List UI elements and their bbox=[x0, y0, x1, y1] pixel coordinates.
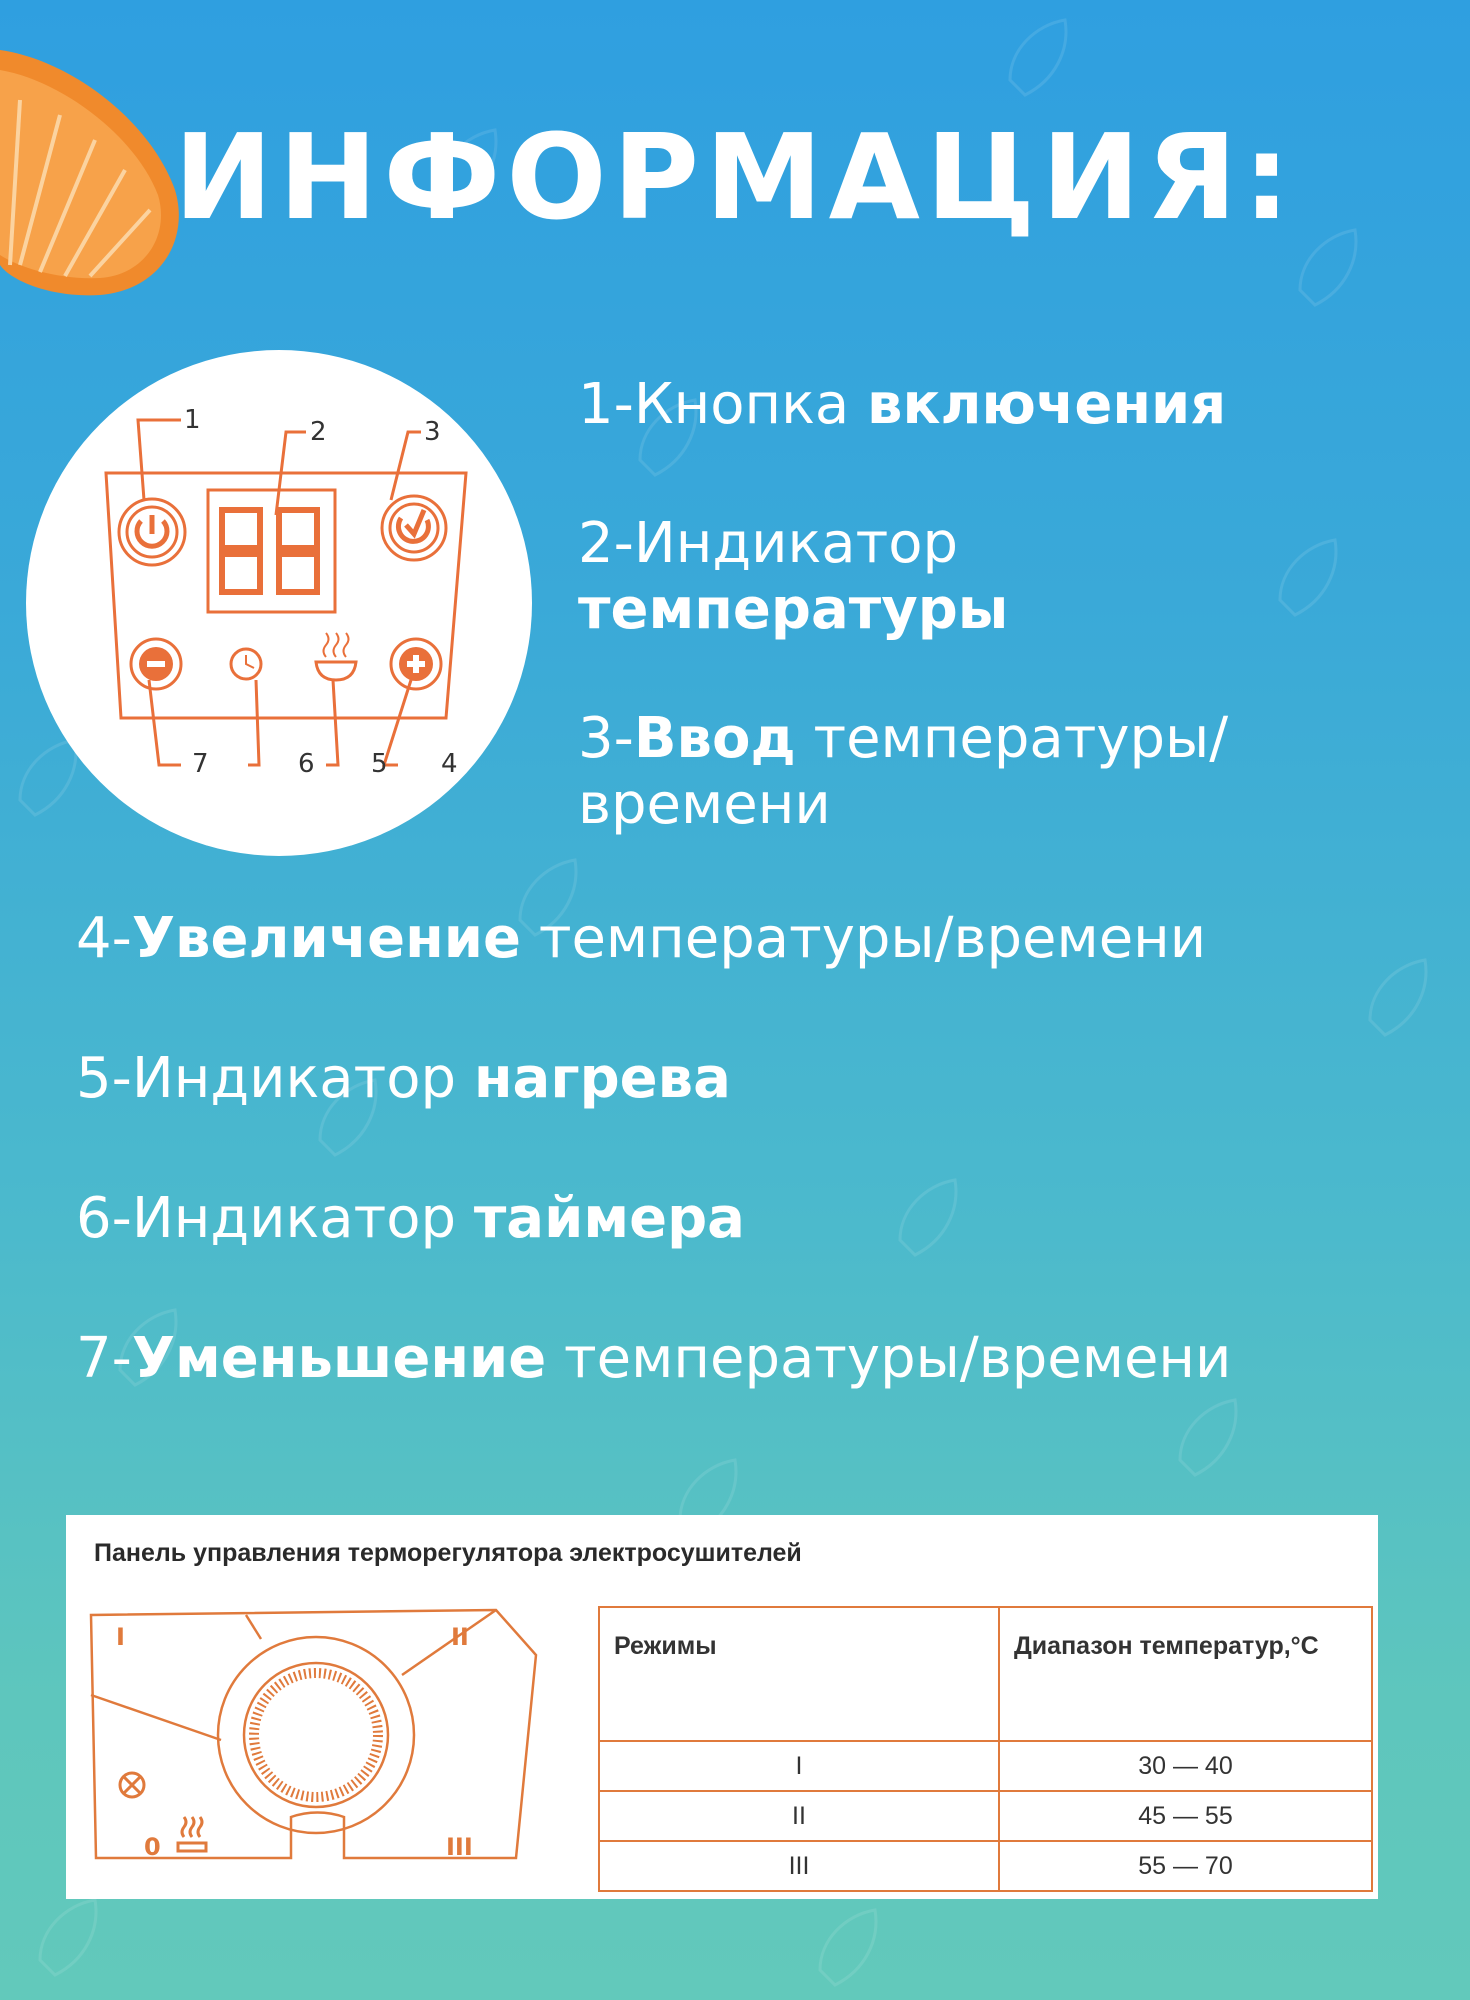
page-title: ИНФОРМАЦИЯ: bbox=[173, 108, 1297, 246]
fan-icon bbox=[120, 1773, 144, 1797]
table-row: II 45 — 55 bbox=[599, 1791, 1372, 1841]
thermostat-title: Панель управления терморегулятора электросушителей bbox=[94, 1539, 802, 1567]
thermostat-dial-diagram bbox=[66, 1515, 546, 1899]
modes-table bbox=[598, 1606, 1373, 1892]
table-row: III 55 — 70 bbox=[599, 1841, 1372, 1891]
legend-item-6: 6-Индикатор таймера bbox=[76, 1186, 745, 1251]
callout-6: 6 bbox=[298, 749, 315, 779]
dial-label-II: II bbox=[451, 1623, 469, 1651]
callout-1: 1 bbox=[184, 405, 201, 435]
callout-5: 5 bbox=[371, 749, 388, 779]
callout-3: 3 bbox=[424, 417, 441, 447]
legend-item-1: 1-Кнопка включения bbox=[578, 372, 1227, 437]
callout-4: 4 bbox=[441, 749, 458, 779]
legend-item-4: 4-Увеличение температуры/времени bbox=[76, 906, 1207, 971]
header-modes: Режимы bbox=[599, 1607, 999, 1741]
header-range: Диапазон температур,°С bbox=[999, 1607, 1372, 1741]
legend-item-2: 2-Индикатор температуры bbox=[578, 511, 1009, 642]
dial-label-I: I bbox=[116, 1623, 125, 1651]
legend-item-5: 5-Индикатор нагрева bbox=[76, 1046, 731, 1111]
legend-item-7: 7-Уменьшение температуры/времени bbox=[76, 1326, 1232, 1391]
dial-label-III: III bbox=[446, 1833, 473, 1861]
dial-label-0: 0 bbox=[144, 1833, 161, 1861]
control-panel-diagram bbox=[26, 350, 532, 856]
callout-7: 7 bbox=[192, 749, 209, 779]
callout-2: 2 bbox=[310, 417, 327, 447]
table-row: I 30 — 40 bbox=[599, 1741, 1372, 1791]
thermostat-panel-box bbox=[66, 1515, 1378, 1899]
heater-icon bbox=[178, 1817, 206, 1851]
legend-item-3: 3-Ввод температуры/ времени bbox=[578, 706, 1229, 837]
